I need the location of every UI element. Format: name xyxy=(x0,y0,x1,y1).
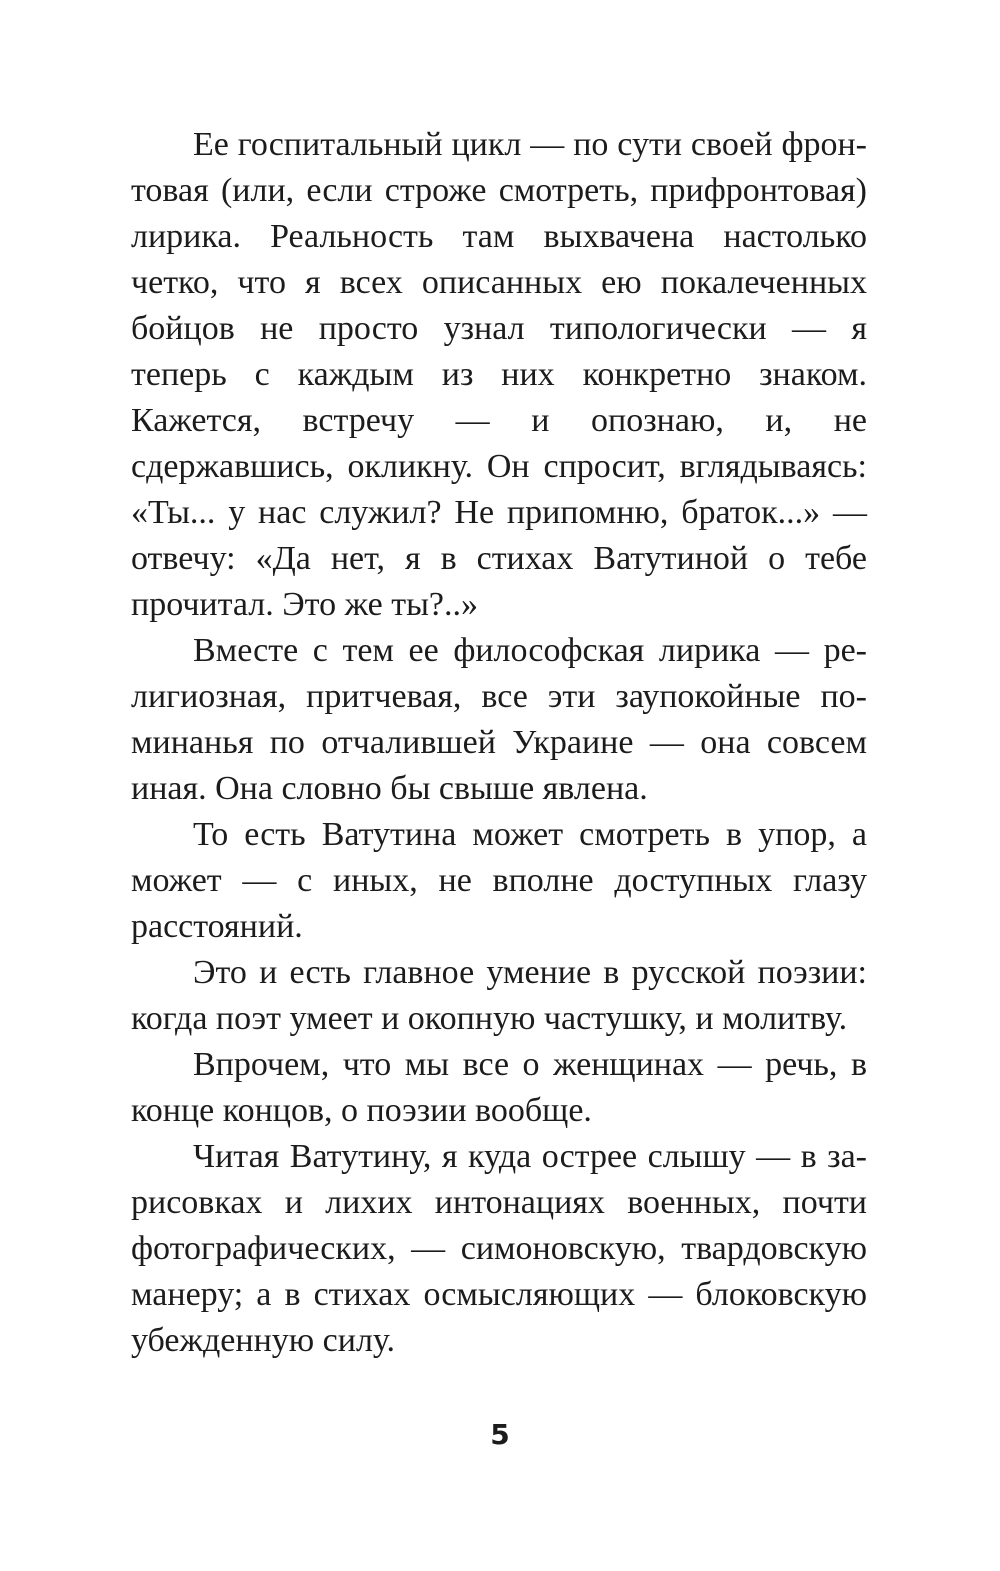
paragraph-2: Вместе с тем ее философская лирика — религиозная, притчевая, все эти заупокойные поминанья по отчалившей Украине — она совсем иная. Она словно бы свыше явлена. xyxy=(131,632,867,807)
paragraph-4: Это и есть главное умение в русской поэзии: когда поэт умеет и окопную частушку, и молитву. xyxy=(131,954,867,1037)
paragraph-5: Впрочем, что мы все о женщинах — речь, в конце концов, о поэзии вообще. xyxy=(131,1046,867,1129)
body-text xyxy=(131,122,867,1364)
paragraph-6: Читая Ватутину, я куда острее слышу — в зарисовках и лихих интонациях военных, почти фотографических, — симоновскую, твардовскую манеру; а в стихах осмысляющих — блоковскую убежденную силу. xyxy=(131,1138,867,1359)
paragraph-3: То есть Ватутина может смотреть в упор, а может — с иных, не вполне доступных глазу расстояний. xyxy=(131,816,867,945)
paragraph-1: Ее госпитальный цикл — по сути своей фронтовая (или, если строже смотреть, прифронтовая) лирика. Реальность там выхвачена настолько четко, что я всех описанных ею покалеченных бойцов не просто узнал типологически — я теперь с каждым из них конкретно знаком. Кажется, встречу — и опознаю, и, не сдержавшись, окликну. Он спросит, вглядываясь: «Ты... у нас служил? Не припомню, браток...» — отвечу: «Да нет, я в стихах Ватутиной о тебе прочитал. Это же ты?..» xyxy=(131,126,867,623)
page-number: 5 xyxy=(490,1418,510,1451)
